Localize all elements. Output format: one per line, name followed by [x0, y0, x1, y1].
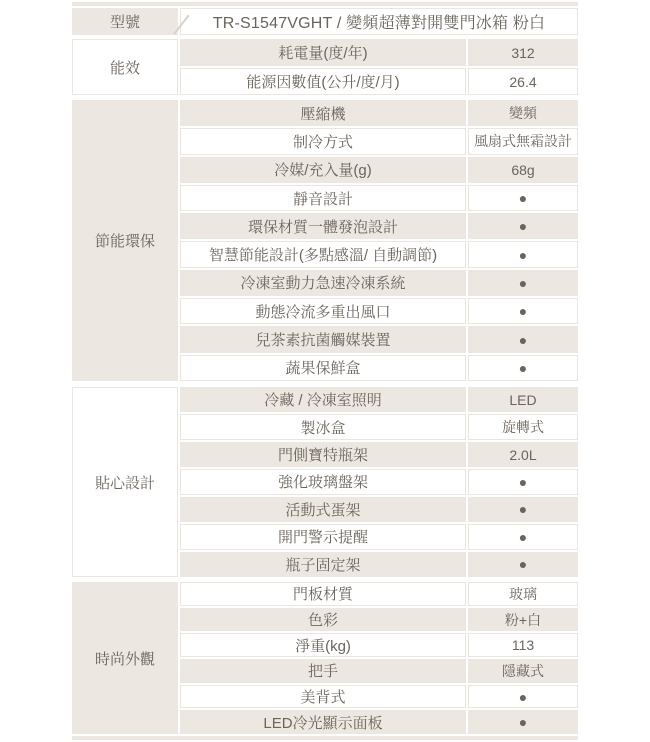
spec-value: ● — [468, 213, 578, 239]
spec-label: 能源因數值(公升/度/月) — [180, 68, 466, 95]
spec-label: 活動式蛋架 — [180, 497, 466, 522]
spec-label: 耗電量(度/年) — [180, 39, 466, 66]
category-cell-design: 貼心設計 — [72, 387, 178, 577]
spec-row — [180, 213, 578, 239]
spec-value: 113 — [468, 633, 578, 657]
section-eco — [72, 100, 578, 381]
spec-label: 冷藏 / 冷凍室照明 — [180, 387, 466, 412]
spec-label: 把手 — [180, 659, 466, 683]
spec-value: ● — [468, 524, 578, 549]
category-cell-appearance: 時尚外觀 — [72, 582, 178, 734]
spec-label: 壓縮機 — [180, 100, 466, 126]
spec-row — [180, 68, 578, 95]
spec-label: 門側寶特瓶架 — [180, 442, 466, 467]
spec-label: 淨重(kg) — [180, 633, 466, 657]
spec-row — [180, 39, 578, 66]
spec-value: 旋轉式 — [468, 414, 578, 439]
section-appearance-rows — [180, 582, 578, 734]
spec-value: 26.4 — [468, 68, 578, 95]
spec-label: 冷凍室動力急速冷凍系統 — [180, 270, 466, 296]
spec-label: LED冷光顯示面板 — [180, 710, 466, 734]
spec-row — [180, 497, 578, 522]
spec-label: 蔬果保鮮盒 — [180, 355, 466, 381]
category-cell-eco: 節能環保 — [72, 100, 178, 381]
spec-row — [180, 710, 578, 734]
spec-value: ● — [468, 355, 578, 381]
spec-row — [180, 326, 578, 352]
spec-label: 靜音設計 — [180, 185, 466, 211]
spec-row — [180, 100, 578, 126]
spec-table — [72, 2, 578, 740]
spec-value: ● — [468, 469, 578, 494]
model-row — [72, 8, 578, 35]
spec-label: 門板材質 — [180, 582, 466, 606]
spec-value: 粉+白 — [468, 608, 578, 632]
spec-value: 隱藏式 — [468, 659, 578, 683]
spec-row — [180, 298, 578, 324]
spec-label: 瓶子固定架 — [180, 552, 466, 577]
spec-value: ● — [468, 185, 578, 211]
spec-row — [180, 185, 578, 211]
spec-label: 兒茶素抗菌觸媒裝置 — [180, 326, 466, 352]
spec-row — [180, 685, 578, 709]
spec-value: ● — [468, 552, 578, 577]
section-energy — [72, 39, 578, 95]
spec-row — [180, 524, 578, 549]
spec-label: 動態冷流多重出風口 — [180, 298, 466, 324]
spec-label: 製冰盒 — [180, 414, 466, 439]
spec-value: LED — [468, 387, 578, 412]
spec-label: 開門警示提醒 — [180, 524, 466, 549]
spec-label: 強化玻璃盤架 — [180, 469, 466, 494]
model-label-cell — [72, 8, 178, 35]
spec-value: ● — [468, 270, 578, 296]
spec-label: 環保材質一體發泡設計 — [180, 213, 466, 239]
spec-row — [180, 157, 578, 183]
spec-row — [180, 270, 578, 296]
table-top-border — [72, 2, 578, 6]
spec-row — [180, 128, 578, 154]
model-value: TR-S1547VGHT / 變頻超薄對開雙門冰箱 粉白 — [212, 15, 546, 32]
section-design — [72, 387, 578, 577]
spec-label: 制冷方式 — [180, 128, 466, 154]
spec-value: 玻璃 — [468, 582, 578, 606]
spec-row — [180, 442, 578, 467]
model-label: 型號 — [109, 14, 140, 31]
category-cell-energy: 能效 — [72, 39, 178, 95]
spec-row — [180, 355, 578, 381]
spec-value: 風扇式無霜設計 — [468, 128, 578, 154]
spec-value: ● — [468, 326, 578, 352]
spec-label: 色彩 — [180, 608, 466, 632]
spec-value: 變頻 — [468, 100, 578, 126]
spec-value: ● — [468, 241, 578, 267]
spec-value: ● — [468, 298, 578, 324]
spec-label: 美背式 — [180, 685, 466, 709]
spec-row — [180, 659, 578, 683]
spec-row — [180, 633, 578, 657]
spec-label: 智慧節能設計(多點感溫/ 自動調節) — [180, 241, 466, 267]
spec-value: 312 — [468, 39, 578, 66]
section-energy-rows — [180, 39, 578, 95]
section-eco-rows — [180, 100, 578, 381]
spec-row — [180, 582, 578, 606]
spec-row — [180, 387, 578, 412]
spec-label: 冷媒/充入量(g) — [180, 157, 466, 183]
table-bottom-border — [72, 736, 578, 740]
spec-value: ● — [468, 710, 578, 734]
spec-row — [180, 608, 578, 632]
spec-value: 2.0L — [468, 442, 578, 467]
model-value-cell — [180, 8, 578, 35]
spec-value: ● — [468, 497, 578, 522]
spec-value: ● — [468, 685, 578, 709]
spec-row — [180, 414, 578, 439]
spec-row — [180, 241, 578, 267]
section-appearance — [72, 582, 578, 734]
spec-row — [180, 469, 578, 494]
spec-value: 68g — [468, 157, 578, 183]
spec-row — [180, 552, 578, 577]
section-design-rows — [180, 387, 578, 577]
